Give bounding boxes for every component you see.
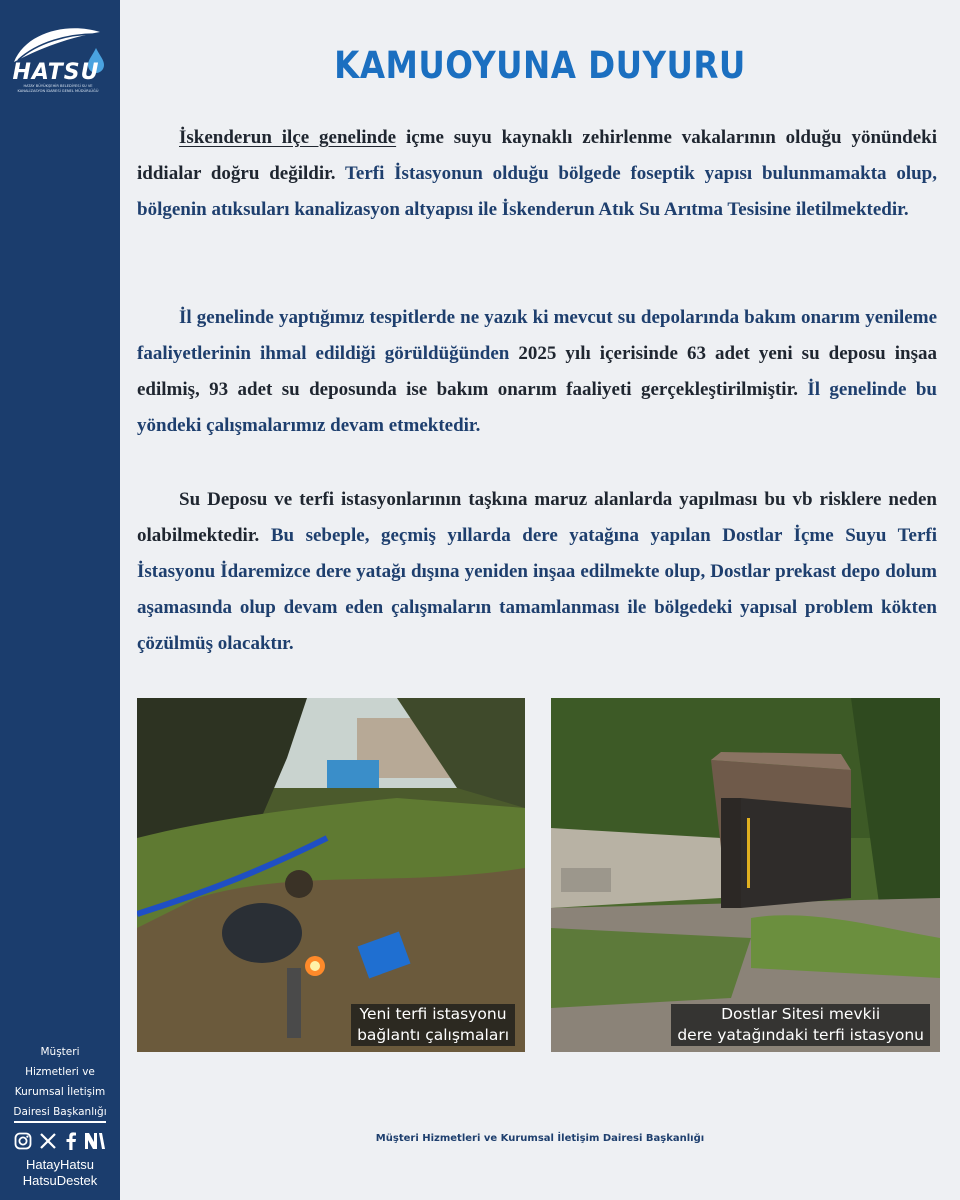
- sidebar-department: [6, 1042, 114, 1122]
- photo-caption: [671, 1004, 930, 1046]
- paragraph-text: Su Deposu ve terfi istasyonlarının taşkına maruz alanlarda yapılması bu vb risklere neden olabilmektedir.: [137, 489, 937, 546]
- paragraph-highlight: İl genelinde bu yöndeki çalışmalarımız devam etmektedir.: [137, 379, 937, 436]
- sidebar: [0, 0, 120, 1200]
- nsosyal-icon[interactable]: [84, 1132, 106, 1150]
- caption-line: dere yatağındaki terfi istasyonu: [677, 1026, 924, 1044]
- announcement-paragraph: [137, 300, 937, 444]
- footer-department: Müşteri Hizmetleri ve Kurumsal İletişim Dairesi Başkanlığı: [375, 1133, 705, 1144]
- x-icon[interactable]: [39, 1132, 57, 1150]
- caption-line: Yeni terfi istasyonu: [359, 1005, 507, 1023]
- facebook-icon[interactable]: [65, 1132, 77, 1150]
- logo-wordmark: HATSU: [12, 60, 100, 85]
- caption-line: Dostlar Sitesi mevkii: [721, 1005, 881, 1023]
- sidebar-divider: [14, 1121, 106, 1123]
- photo-illustration: [551, 698, 940, 1052]
- photo-caption: [351, 1004, 515, 1046]
- paragraph-text: 2025 yılı içerisinde 63 adet yeni su deposu inşaa edilmiş, 93 adet su deposunda ise bakım onarım faaliyeti gerçekleştirilmiştir.: [137, 343, 937, 400]
- dept-line: Müşteri: [40, 1046, 80, 1058]
- caption-line: bağlantı çalışmaları: [357, 1026, 509, 1044]
- paragraph-highlight: İl genelinde yaptığımız tespitlerde ne yazık ki mevcut su depolarında bakım onarım yenileme faaliyetlerinin ihmal edildiği görüldüğünden: [137, 307, 937, 364]
- dept-line: Hizmetleri ve: [25, 1066, 95, 1078]
- logo-tagline: HATAY BÜYÜKŞEHİR BELEDİYESİ SU VE KANALİZASYON İDARESİ GENEL MÜDÜRLÜĞÜ: [17, 84, 99, 93]
- paragraph-highlight: Bu sebeple, geçmiş yıllarda dere yatağına yapılan Dostlar İçme Suyu Terfi İstasyonu İdaremizce dere yatağı dışına yeniden inşaa edilmekte olup, Dostlar prekast depo dolum aşamasında olup devam eden çalışmaların tamamlanması ile bölgedeki yapısal problem kökten çözülmüş olacaktır.: [137, 525, 937, 654]
- photo-illustration: [137, 698, 525, 1052]
- dept-line: Dairesi Başkanlığı: [13, 1106, 107, 1118]
- social-icons: [14, 1131, 106, 1151]
- announcement-paragraph: [137, 120, 937, 228]
- photo-dostlar-station: [551, 698, 940, 1052]
- page-title: KAMUOYUNA DUYURU: [334, 44, 746, 87]
- paragraph-highlight: Terfi İstasyonun olduğu bölgede foseptik yapısı bulunmamakta olup, bölgenin atıksuları kanalizasyon altyapısı ile İskenderun Atık Su Arıtma Tesisine iletilmektedir.: [137, 163, 937, 220]
- paragraph-text: İskenderun ilçe genelinde: [179, 127, 397, 148]
- photo-new-pump-station: [137, 698, 525, 1052]
- instagram-icon[interactable]: [14, 1132, 32, 1150]
- social-handle[interactable]: HatsuDestek: [22, 1173, 98, 1188]
- dept-line: Kurumsal İletişim: [14, 1086, 106, 1098]
- paragraph-text: içme suyu kaynaklı zehirlenme vakalarının olduğu yönündeki iddialar doğru değildir.: [137, 127, 937, 184]
- announcement-paragraph: [137, 482, 937, 662]
- social-handle[interactable]: HatayHatsu: [26, 1157, 94, 1172]
